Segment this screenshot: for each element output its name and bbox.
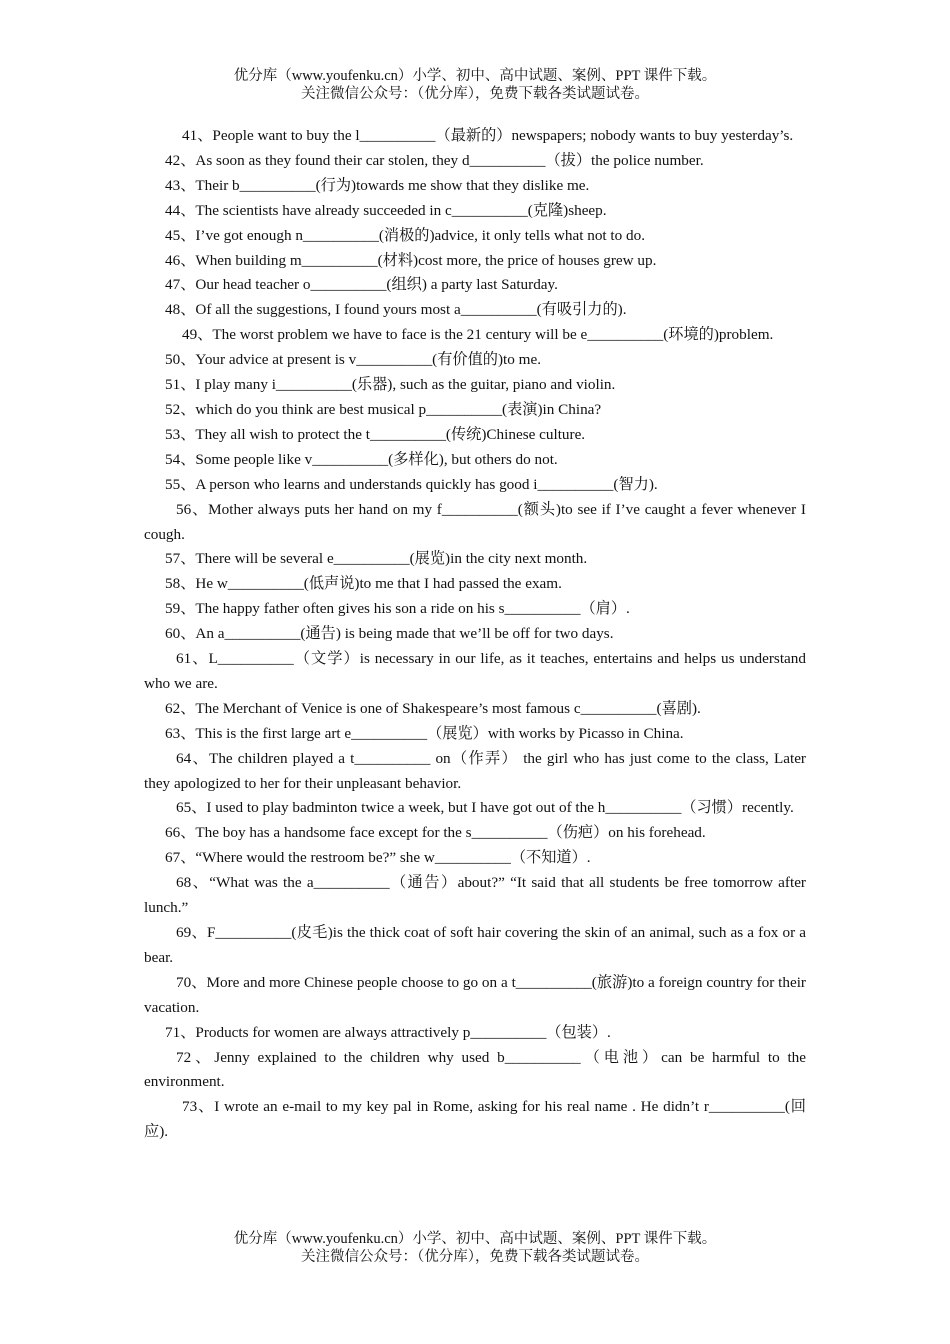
question-55: 55、A person who learns and understands quickly has good i__________(智力).	[165, 475, 658, 493]
question-51: 51、I play many i__________(乐器), such as the guitar, piano and violin.	[165, 376, 616, 394]
question-64: 64、The children played a t__________ on（作弄） the girl who has just come to the class, Later they apologized to her for their unpleasant behavior.	[144, 749, 806, 792]
question-70: 70、More and more Chinese people choose to go on a t__________(旅游)to a foreign country for their vacation.	[144, 973, 806, 1016]
question-69: 69、F__________(皮毛)is the thick coat of soft hair covering the skin of an animal, such as a fox or a bear.	[144, 924, 806, 966]
question-54: 54、Some people like v__________(多样化), but others do not.	[165, 450, 558, 468]
page-footer	[0, 1230, 950, 1266]
question-68: 68、“What was the a__________（通告）about?” “It said that all students be free tomorrow after lunch.”	[144, 874, 806, 917]
question-59: 59、The happy father often gives his son a ride on his s__________（肩）.	[165, 600, 630, 618]
question-60: 60、An a__________(通告) is being made that we’ll be off for two days.	[165, 625, 614, 643]
header-line-1: 优分库（www.youfenku.cn）小学、初中、高中试题、案例、PPT 课件下载。	[233, 68, 717, 84]
page-header	[0, 67, 950, 103]
question-list	[144, 124, 806, 1145]
question-73: 73、I wrote an e-mail to my key pal in Rome, asking for his real name . He didn’t r__________(回应).	[144, 1098, 806, 1141]
question-43: 43、Their b__________(行为)towards me show that they dislike me.	[165, 176, 590, 194]
question-58: 58、He w__________(低声说)to me that I had passed the exam.	[165, 575, 562, 593]
footer-line-2: 关注微信公众号：（优分库），免费下载各类试题试卷。	[301, 1249, 649, 1265]
question-42: 42、As soon as they found their car stolen, they d__________（拔）the police number.	[165, 151, 704, 169]
question-61: 61、L__________（文学）is necessary in our life, as it teaches, entertains and helps us understand who we are.	[144, 650, 806, 692]
question-67: 67、“Where would the restroom be?” she w__________（不知道）.	[165, 849, 591, 867]
question-45: 45、I’ve got enough n__________(消极的)advice, it only tells what not to do.	[165, 226, 646, 244]
question-57: 57、There will be several e__________(展览)in the city next month.	[165, 550, 588, 568]
question-49: 49、The worst problem we have to face is the 21 century will be e__________(环境的)problem.	[182, 326, 774, 344]
question-66: 66、The boy has a handsome face except for the s__________（伤疤）on his forehead.	[165, 824, 706, 842]
question-50: 50、Your advice at present is v__________(有价值的)to me.	[165, 351, 541, 369]
question-44: 44、The scientists have already succeeded in c__________(克隆)sheep.	[165, 201, 607, 219]
header-line-2: 关注微信公众号：（优分库），免费下载各类试题试卷。	[301, 86, 649, 102]
question-65: 65、I used to play badminton twice a week, but I have got out of the h__________（习惯）recently.	[176, 799, 794, 817]
question-62: 62、The Merchant of Venice is one of Shakespeare’s most famous c__________(喜剧).	[165, 699, 701, 717]
question-72: 72、Jenny explained to the children why used b__________（电池）can be harmful to the environment.	[144, 1048, 806, 1091]
question-71: 71、Products for women are always attractively p__________（包装）.	[165, 1023, 611, 1041]
question-48: 48、Of all the suggestions, I found yours most a__________(有吸引力的).	[165, 301, 627, 319]
question-53: 53、They all wish to protect the t__________(传统)Chinese culture.	[165, 425, 586, 443]
question-52: 52、which do you think are best musical p__________(表演)in China?	[165, 400, 602, 418]
footer-line-1: 优分库（www.youfenku.cn）小学、初中、高中试题、案例、PPT 课件下载。	[233, 1231, 717, 1247]
question-56: 56、Mother always puts her hand on my f__________(额头)to see if I’ve caught a fever whenever I cough.	[144, 500, 806, 543]
question-63: 63、This is the first large art e__________（展览）with works by Picasso in China.	[165, 724, 684, 742]
question-41: 41、People want to buy the l__________（最新的）newspapers; nobody wants to buy yesterday’s.	[182, 127, 794, 144]
question-46: 46、When building m__________(材料)cost more, the price of houses grew up.	[165, 251, 657, 269]
question-47: 47、Our head teacher o__________(组织) a party last Saturday.	[165, 276, 558, 294]
